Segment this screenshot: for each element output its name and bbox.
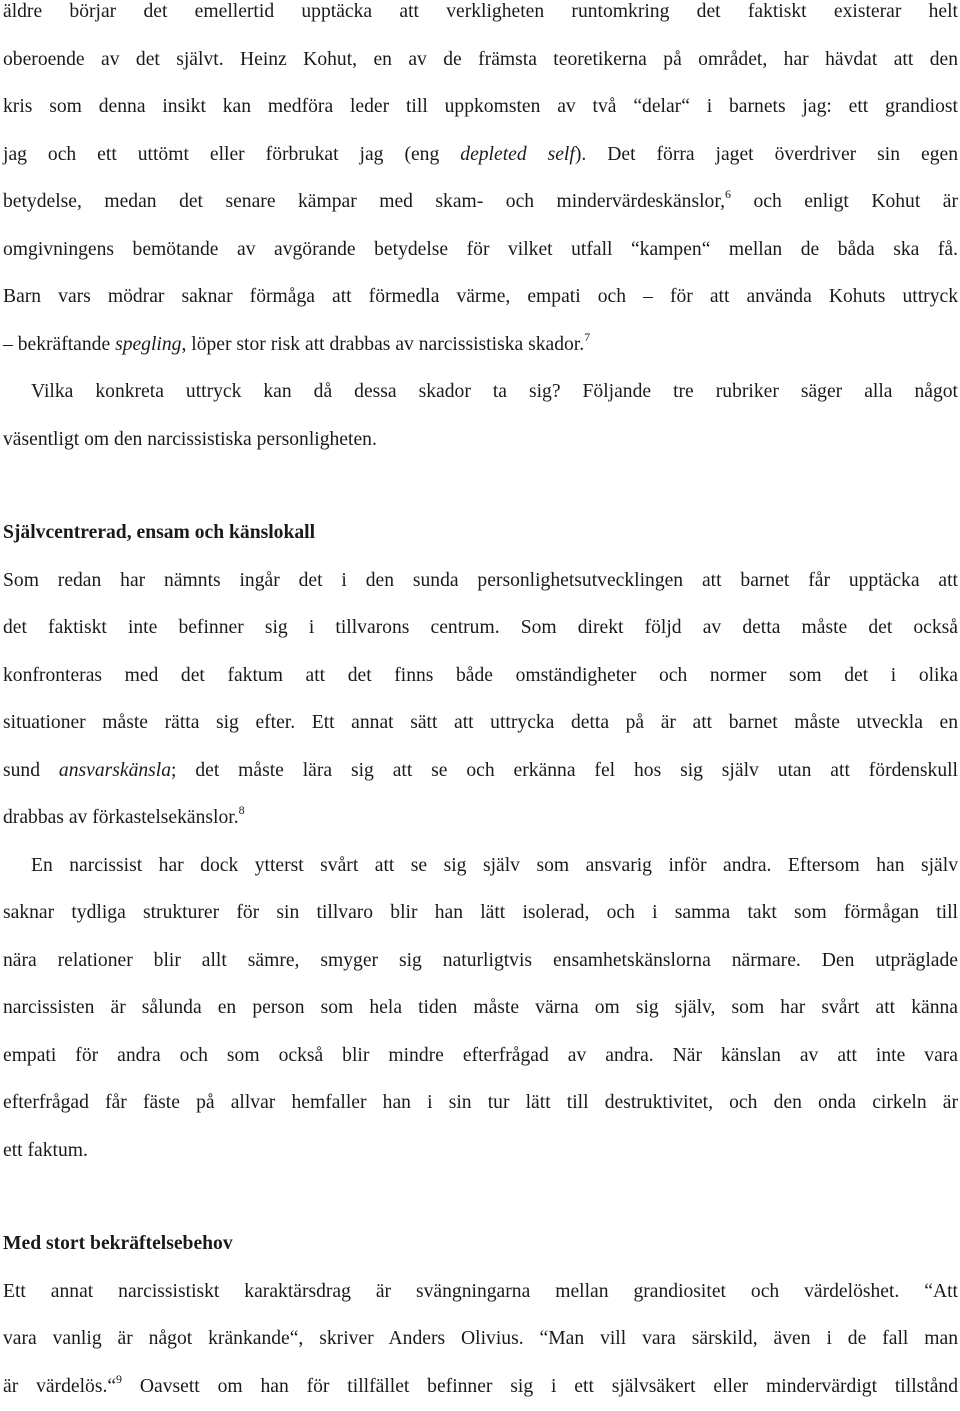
text-line <box>3 794 958 842</box>
text-line: kris som denna insikt kan medföra leder till uppkomsten av två “delar“ i barnets jag: ett grandiost <box>3 96 958 117</box>
text-line <box>3 321 958 369</box>
text-line <box>3 131 958 179</box>
section-heading: Självcentrerad, ensam och känslokall <box>3 522 316 543</box>
text-line: En narcissist har dock ytterst svårt att se sig själv som ansvarig inför andra. Eftersom han själv <box>31 854 958 876</box>
spacer <box>3 1174 958 1220</box>
text-line: det faktiskt inte befinner sig i tillvarons centrum. Som direkt följd av detta måste det också <box>3 617 958 638</box>
text-line: narcissisten är sålunda en person som hela tiden måste värna om sig själv, som har svårt att känna <box>3 997 958 1018</box>
text-line: situationer måste rätta sig efter. Ett annat sätt att uttrycka detta på är att barnet måste utveckla en <box>3 712 958 733</box>
text-run: drabbas av förkastelsekänslor. <box>3 807 239 828</box>
text-line: ett faktum. <box>3 1139 88 1161</box>
section-self-centred <box>3 509 958 1174</box>
text-run: ). Det förra jaget överdriver sin egen <box>574 143 958 165</box>
text-line: konfronteras med det faktum att det finns både omständigheter och normer som det i olika <box>3 664 958 686</box>
spacer <box>3 463 958 509</box>
text-run: sund <box>3 759 59 781</box>
text-line <box>3 1363 958 1411</box>
text-line: empati för andra och som också blir mindre efterfrågad av andra. När känslan av att inte vara <box>3 1044 958 1066</box>
section-heading: Med stort bekräftelsebehov <box>3 1233 233 1254</box>
text-line: omgivningens bemötande av avgörande betydelse för vilket utfall “kampen“ mellan de båda ska få. <box>3 238 958 260</box>
text-run: – bekräftande <box>3 333 116 355</box>
text-line: Som redan har nämnts ingår det i den sunda personlighetsutvecklingen att barnet får upptäcka att <box>3 569 958 591</box>
text-line: äldre börjar det emellertid upptäcka att verkligheten runtomkring det faktiskt existerar helt <box>3 1 958 22</box>
text-line: väsentligt om den narcissistiska personligheten. <box>3 428 377 450</box>
text-line: efterfrågad får fäste på allvar hemfaller han i sin tur lätt till destruktivitet, och den onda cirkeln är <box>3 1092 958 1113</box>
text-run: betydelse, medan det senare kämpar med skam- och mindervärdeskänslor, <box>3 191 725 212</box>
text-line: Barn vars mödrar saknar förmåga att förmedla värme, empati och – för att använda Kohuts uttryck <box>3 286 958 307</box>
italic-term: spegling <box>115 333 182 355</box>
text-line: Ett annat narcissistiskt karaktärsdrag är svängningarna mellan grandiositet och värdelöshet. “Att <box>3 1280 958 1302</box>
text-run: ; det måste lära sig att se och erkänna fel hos sig själv utan att fördenskull <box>171 759 959 781</box>
footnote-ref[interactable]: 7 <box>584 329 591 344</box>
text-run: jag och ett uttömt eller förbrukat jag (eng <box>3 143 461 165</box>
text-line: vara vanlig är något kränkande“, skriver Anders Olivius. “Man vill vara särskild, även i de fall man <box>3 1328 958 1349</box>
italic-term: ansvarskänsla <box>58 759 172 781</box>
italic-term: depleted self <box>460 143 575 165</box>
text-run: Oavsett om han för tillfället befinner sig i ett självsäkert eller mindervärdigt tillstånd <box>122 1375 958 1397</box>
text-line: oberoende av det självt. Heinz Kohut, en av de främsta teoretikerna på området, har hävdat att den <box>3 48 958 70</box>
footnote-ref[interactable]: 8 <box>238 803 245 817</box>
document-page <box>3 0 958 1410</box>
footnote-ref[interactable]: 6 <box>724 187 731 201</box>
text-line <box>3 747 958 795</box>
text-line: Vilka konkreta uttryck kan då dessa skador ta sig? Följande tre rubriker säger alla något <box>31 381 958 402</box>
text-line: saknar tydliga strukturer för sin tillvaro blir han lätt isolerad, och i samma takt som förmågan till <box>3 902 958 923</box>
text-run: och enligt Kohut är <box>730 191 958 212</box>
text-run: är värdelös.“ <box>3 1375 117 1397</box>
text-line <box>3 178 958 226</box>
footnote-ref[interactable]: 9 <box>116 1371 123 1386</box>
text-run: , löper stor risk att drabbas av narcissistiska skador. <box>181 333 585 355</box>
text-line: nära relationer blir allt sämre, smyger sig naturligtvis ensamhetskänslorna närmare. Den utpräglade <box>3 949 958 971</box>
intro-paragraph <box>3 0 958 463</box>
section-confirmation-need <box>3 1220 958 1410</box>
